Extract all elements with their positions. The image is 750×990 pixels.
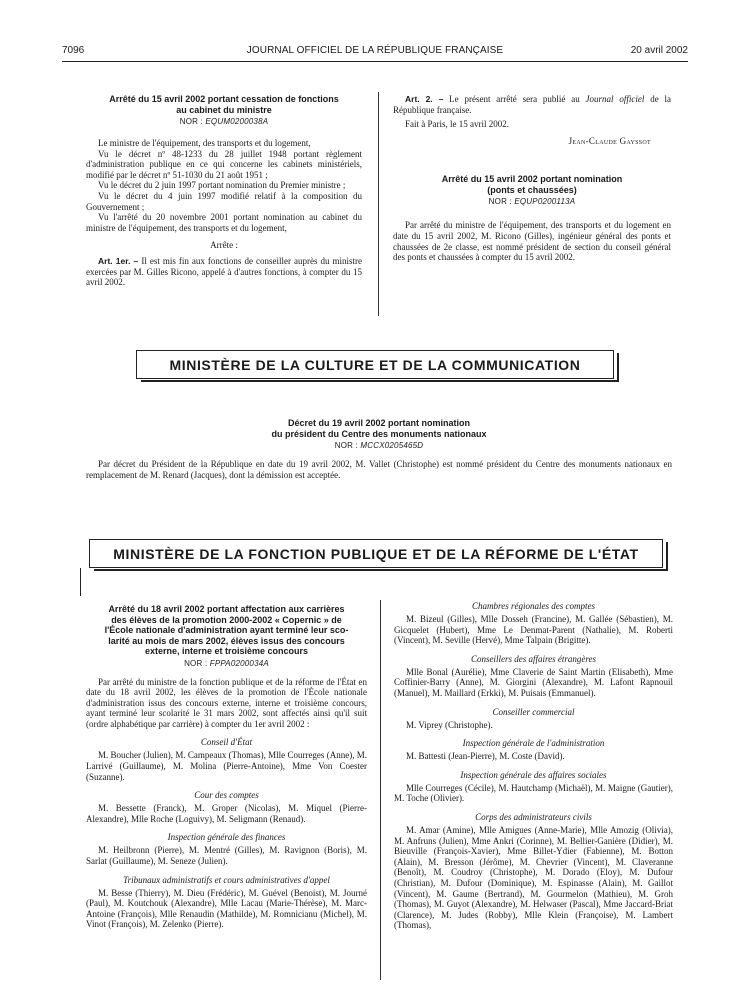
page-header <box>62 45 688 59</box>
ministry-culture-heading: MINISTÈRE DE LA CULTURE ET DE LA COMMUNICATION <box>169 356 581 373</box>
section-list: Mlle Bonal (Aurélie), Mme Claverie de Saint Martin (Elisabeth), Mme Coffinier-Barry (Anne), M. Giorgini (Alexandre), M. Lafont Rapnouil (Manuel), M. Maillard (Erkki), M. Puisais (Emmanuel). <box>394 666 673 698</box>
nor-reference <box>86 441 672 450</box>
nor-code: EQUP0200113A <box>514 197 576 207</box>
section-heading: Conseillers des affaires étrangères <box>470 653 597 664</box>
ministry-fonction-heading: MINISTÈRE DE LA FONCTION PUBLIQUE ET DE LA RÉFORME DE L'ÉTAT <box>113 545 639 562</box>
section-list: M. Viprey (Christophe). <box>406 719 493 730</box>
article-cessation-fonctions <box>86 94 362 288</box>
section-heading: Chambres régionales des comptes <box>472 601 595 611</box>
paragraph: Vu le décret nº 48-1233 du 28 juillet 1948 portant règlement d'administration publique en ce qui concerne les cabinets ministériels, modifié par le décret nº 51-1030 du 21 août 1951 ; <box>86 148 362 180</box>
article-1 <box>86 256 362 288</box>
article-2-label: Art. 2. – <box>405 94 444 104</box>
page-number: 7096 <box>62 45 85 56</box>
nor-label: NOR : <box>184 658 208 668</box>
article-title-line: externe, interne et troisième concours <box>144 646 309 656</box>
section-list: Mlle Courreges (Cécile), M. Hautchamp (Michaël), M. Maigne (Gautier), M. Toche (Olivier). <box>394 782 673 804</box>
section-list: M. Bessette (Franck), M. Groper (Nicolas), M. Miquel (Pierre-Alexandre), Mlle Roche (Loguivy), M. Seligmann (Renaud). <box>86 803 367 824</box>
nor-code: MCCX0205465D <box>360 441 424 450</box>
journal-title: JOURNAL OFFICIEL DE LA RÉPUBLIQUE FRANÇAISE <box>246 45 504 56</box>
nor-code: FPPA0200034A <box>209 658 269 668</box>
article-1-label: Art. 1er. – <box>98 255 139 266</box>
ministry-fonction-box <box>89 539 663 568</box>
article-title-line: des élèves de la promotion 2000-2002 « Copernic » de <box>111 614 342 625</box>
decree-centre-monuments <box>86 418 672 480</box>
article-title-line: Arrêté du 15 avril 2002 portant cessation de fonctions <box>109 94 339 104</box>
section-list: M. Besse (Thierry), M. Dieu (Frédéric), M. Guével (Benoist), M. Journé (Paul), M. Koutchouk (Alexandre), Mlle Lacau (Marie-Thérèse), M. Marc-Antoine (François), Mlle Renaudin (Mathilde), M. Romnicianu (Michel), M. Vinot (François), M. Zelenko (Pierre). <box>86 887 367 930</box>
nor-label: NOR : <box>334 441 358 450</box>
issue-date: 20 avril 2002 <box>630 45 688 56</box>
paragraph: Le ministre de l'équipement, des transports et du logement, <box>98 138 311 148</box>
box-left-accent <box>80 568 81 596</box>
article-title-line: l'École nationale d'administration ayant terminé leur sco- <box>104 625 349 635</box>
section-heading: Conseiller commercial <box>492 706 575 717</box>
ministry-culture-box <box>136 350 614 379</box>
section-heading: Corps des administrateurs civils <box>475 811 592 822</box>
signature: Jean-Claude Gayssot <box>568 135 651 146</box>
right-bottom-column <box>394 598 673 931</box>
section-heading: Inspection générale des affaires sociales <box>460 769 607 780</box>
paragraph: Vu le décret du 2 juin 1997 portant nomination du Premier ministre ; <box>98 180 346 191</box>
fait-a-paris: Fait à Paris, le 15 avril 2002. <box>405 119 509 130</box>
section-heading: Inspection générale de l'administration <box>462 738 605 749</box>
nor-code: EQUM0200038A <box>205 117 269 126</box>
arrete-label: Arrête : <box>210 240 238 251</box>
article-title-line: Arrêté du 15 avril 2002 portant nomination <box>441 174 623 185</box>
nor-label: NOR : <box>488 197 512 207</box>
section-list: M. Boucher (Julien), M. Campeaux (Thomas), Mlle Courreges (Anne), M. Larrivé (Guillaume), M. Molina (Pierre-Antoine), Mme Von Coester (Suzanne). <box>86 750 367 782</box>
article-title-line: du président du Centre des monuments nationaux <box>271 428 487 439</box>
paragraph: Vu le décret du 4 juin 1997 modifié relatif à la composition du Gouvernement ; <box>86 190 362 212</box>
section-heading: Conseil d'État <box>200 737 253 748</box>
nor-reference <box>86 117 362 126</box>
nor-reference <box>393 197 671 206</box>
paragraph: Vu l'arrêté du 20 novembre 2001 portant nomination au cabinet du ministre de l'équipement, des transports et du logement, <box>86 212 362 233</box>
article-title-line: larité au mois de mars 2002, élèves issus des concours <box>108 635 345 646</box>
header-divider <box>62 61 688 62</box>
section-list: M. Heilbronn (Pierre), M. Mentré (Gilles), M. Ravignon (Boris), M. Sarlat (Guillaume), M. Seneze (Julien). <box>86 845 367 867</box>
section-heading: Cour des comptes <box>194 790 259 801</box>
article-2-text: de la République française. <box>393 94 671 115</box>
article-title-line: au cabinet du ministre <box>176 104 272 115</box>
section-heading: Tribunaux administratifs et cours administratives d'appel <box>123 874 330 885</box>
paragraph: Par décret du Président de la République en date du 19 avril 2002, M. Vallet (Christophe) est nommé président du Centre des monuments nationaux en remplacement de M. Renard (Jacques), dont la démission est acceptée. <box>86 459 672 480</box>
column-divider <box>380 600 381 980</box>
journal-reference: Journal officiel <box>585 94 645 104</box>
article-title-line: Arrêté du 18 avril 2002 portant affectation aux carrières <box>108 604 345 614</box>
article-title-line: Décret du 19 avril 2002 portant nomination <box>287 418 471 428</box>
article-2-text: Le présent arrêté sera publié au <box>449 94 580 104</box>
right-top-column <box>393 94 671 263</box>
section-heading: Inspection générale des finances <box>167 832 286 843</box>
paragraph: Par arrêté du ministre de la fonction publique et de la réforme de l'État en date du 18 avril 2002, les élèves de la promotion de l'École nationale d'administration issus des concours externe, interne et troisième concours, ayant terminé leur scolarité le 31 mars 2002, sont affectés ainsi qu'il suit (ordre alphabétique par carrière) à compter du 1er avril 2002 : <box>86 676 367 729</box>
nor-reference <box>86 659 367 668</box>
paragraph: Par arrêté du ministre de l'équipement, des transports et du logement en date du 15 avril 2002, M. Ricono (Gilles), ingénieur général des ponts et chaussées de 2e classe, est nommé président de section du conseil général des ponts et chaussées à compter du 15 avril 2002. <box>393 220 671 263</box>
section-list: M. Battesti (Jean-Pierre), M. Coste (David). <box>406 751 565 762</box>
column-divider <box>378 92 379 316</box>
section-list: M. Bizeul (Gilles), Mlle Dosseh (Francine), M. Gallée (Sébastien), M. Gicquelet (Hubert), Mme Le Denmat-Parent (Nathalie), M. Roberti (Vincent), M. Seville (Hervé), Mme Talpain (Brigitte). <box>394 614 673 646</box>
article-title-line: (ponts et chaussées) <box>487 184 577 195</box>
nor-label: NOR : <box>179 117 203 126</box>
article-1-text: Il est mis fin aux fonctions de conseiller auprès du ministre exercées par M. Gilles Ricono, appelé à d'autres fonctions, à compter du 15 avril 2002. <box>86 255 363 288</box>
section-list: M. Amar (Amine), Mlle Amigues (Anne-Marie), Mlle Amozig (Olivia), M. Anfruns (Julien), Mme Ankri (Corinne), M. Bellier-Ganière (Didier), M. Bieuville (François-Xavier), Mme Billet-Ydier (Fabienne), M. Botton (Alain), M. Bresson (Jérôme), M. Chevrier (Vincent), M. Claveranne (Benoît), M. Coudroy (Christophe), M. Dorado (Eloy), M. Dufour (Christian), M. Dufour (Dominique), M. Espinasse (Alain), M. Gaillot (Vincent), M. Gaume (Bertrand), M. Gourmelon (Mathieu), M. Groh (Thomas), M. Guyot (Alexandre), M. Helwaser (Pascal), Mme Jaccard-Briat (Clarence), M. Judes (Robby), Mlle Klein (Françoise), M. Lambert (Thomas), <box>394 824 673 931</box>
article-2 <box>393 94 671 115</box>
arrete-affectation-ena <box>86 604 367 930</box>
